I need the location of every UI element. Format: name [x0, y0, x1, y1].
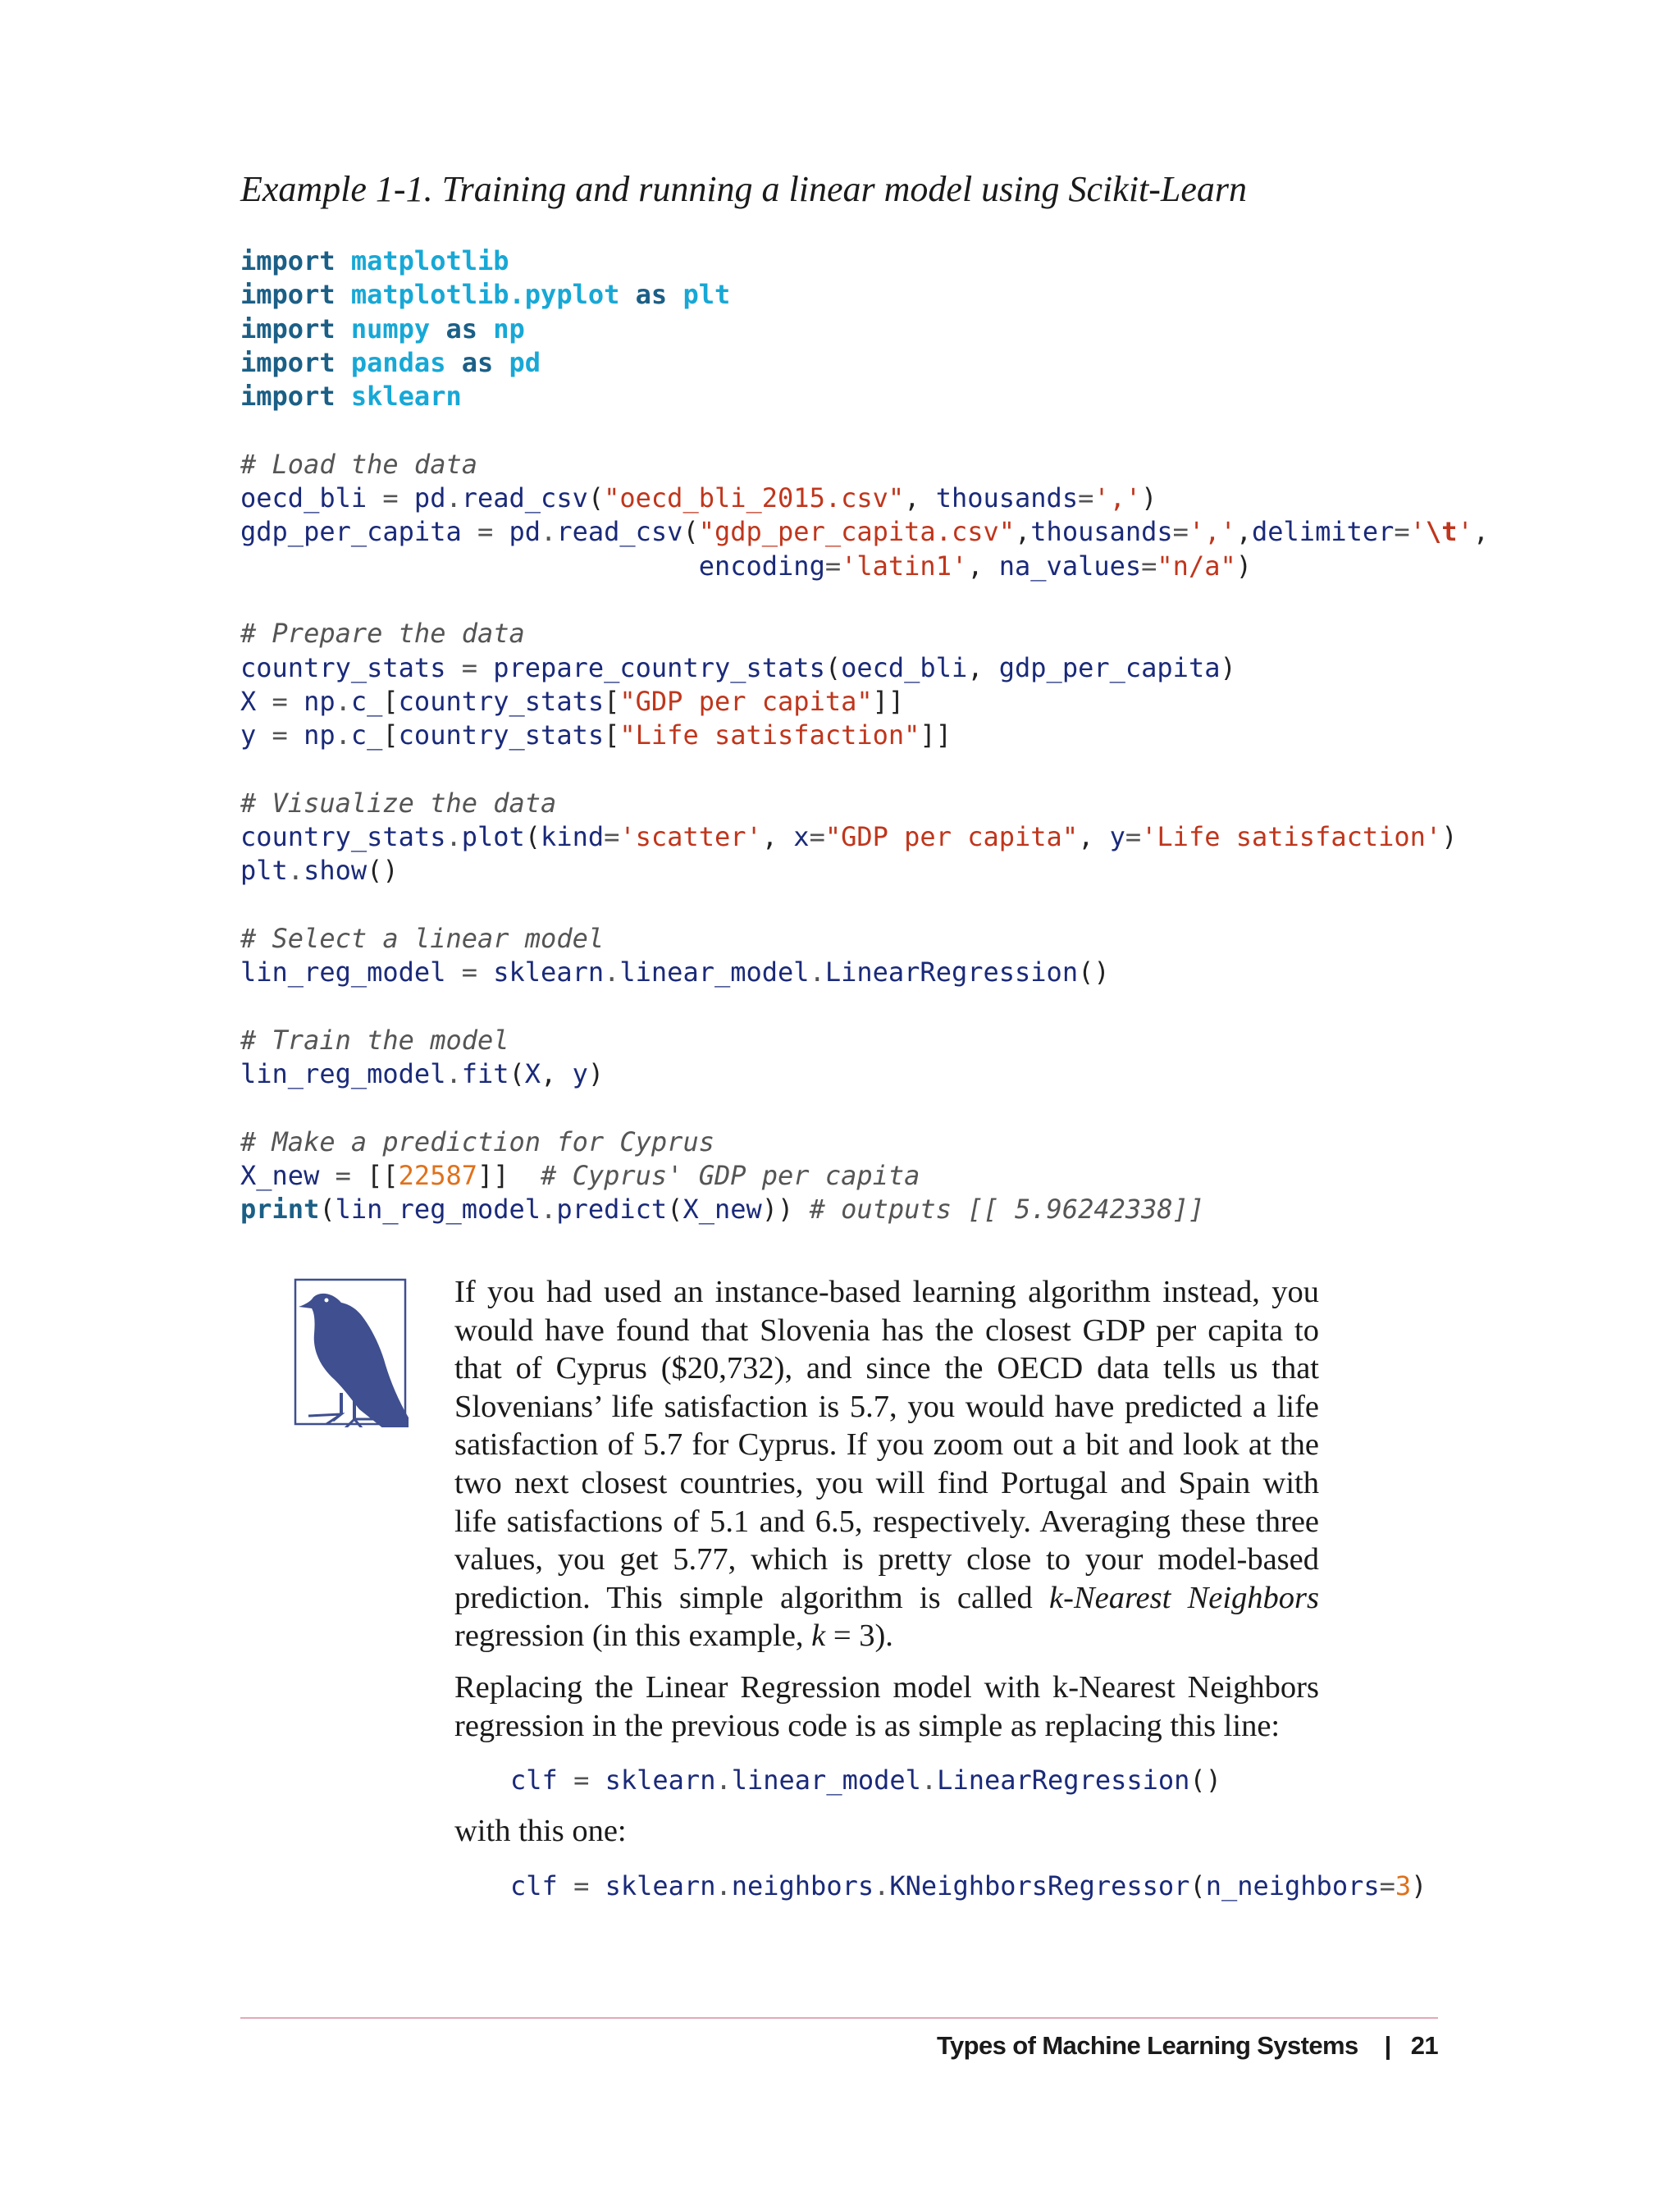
code-line: [240, 550, 1489, 583]
code-token: x: [793, 821, 810, 853]
code-token: ]]: [920, 719, 952, 751]
code-token: numpy: [350, 313, 431, 345]
code-token: ,: [967, 651, 999, 683]
code-token: # Train the model: [240, 1024, 509, 1056]
code-token: =: [1141, 550, 1157, 582]
code-token: =: [1078, 482, 1094, 514]
code-token: =: [1394, 516, 1410, 548]
code-line: [240, 413, 1489, 447]
code-token: =: [445, 956, 494, 988]
code-token: # Load the data: [240, 448, 477, 480]
code-token: .: [809, 956, 825, 988]
code-token: ): [1141, 482, 1157, 514]
code-token: (: [1189, 1869, 1206, 1901]
code-token: ',': [1188, 516, 1236, 548]
code-line: [240, 1024, 1489, 1057]
code-token: y: [572, 1058, 588, 1090]
code-token: na_values: [998, 550, 1142, 582]
code-token: # Cyprus' GDP per capita: [541, 1160, 920, 1192]
code-line: [240, 583, 1489, 617]
code-token: (: [667, 1194, 683, 1226]
code-token: ': [1457, 516, 1473, 548]
code-token: y: [240, 719, 257, 751]
code-token: pd: [509, 346, 541, 378]
code-line: [240, 685, 1489, 719]
code-token: ': [1409, 516, 1426, 548]
code-token: np: [493, 313, 525, 345]
code-token: =: [1172, 516, 1189, 548]
code-token: =: [824, 550, 842, 582]
code-token: [445, 347, 461, 378]
code-token: # Make a prediction for Cyprus: [240, 1125, 714, 1157]
code-token: "oecd_bli_2015.csv": [604, 482, 905, 514]
code-token: ,: [1015, 516, 1031, 548]
note-paragraph-1: If you had used an instance-based learning algorithm instead, you would have found that Slovenia has the closest GDP per capita to that of Cyprus ($20,732), and since the OECD data tells us that Slovenians’ life satisfaction is 5.7, you would have predicted a life satisfaction of 5.7 for Cyprus. If you zoom out a bit and look at the two next closest countries, you will find Portugal and Spain with life satisfactions of 5.1 and 6.5, respectively. Averaging these three values, you get 5.77, which is pretty close to your model-based prediction. This simple algorithm is called k-Nearest Neighbors regression (in this example, k = 3).: [454, 1275, 1319, 1654]
code-token: sklearn: [605, 1869, 716, 1901]
code-token: [509, 1160, 541, 1191]
code-token: .: [445, 821, 462, 853]
code-token: (: [319, 1194, 336, 1226]
code-line: [240, 752, 1489, 786]
code-token: .: [287, 855, 304, 887]
code-line: [240, 651, 1489, 685]
code-token: ]]: [477, 1160, 509, 1192]
inline-code-old: [510, 1761, 1319, 1799]
code-token: delimiter: [1252, 516, 1395, 548]
code-token: =: [604, 821, 620, 853]
code-token: "GDP per capita": [824, 821, 1079, 853]
code-token: import: [240, 381, 336, 413]
code-token: X: [240, 685, 257, 717]
code-line: [240, 922, 1489, 956]
code-token: encoding: [698, 550, 825, 582]
code-token: read_csv: [556, 516, 683, 548]
code-token: as: [445, 313, 477, 345]
code-line: [240, 1159, 1489, 1193]
code-token: sklearn: [605, 1764, 716, 1796]
code-token: [240, 550, 699, 582]
code-token: [493, 347, 509, 378]
code-token: =: [557, 1764, 605, 1796]
inline-code-new: [510, 1867, 1427, 1905]
code-token: [477, 313, 493, 345]
code-token: clf: [510, 1764, 558, 1796]
code-line: [240, 380, 1489, 413]
code-token: )): [761, 1194, 794, 1226]
code-token: =: [1125, 821, 1142, 853]
code-token: 22587: [398, 1160, 477, 1192]
code-token: =: [367, 482, 414, 514]
code-token: ,: [904, 482, 936, 514]
code-token: [793, 1194, 809, 1225]
code-token: # Visualize the data: [240, 787, 557, 819]
code-token: KNeighborsRegressor: [889, 1869, 1190, 1901]
code-token: (: [509, 1058, 525, 1090]
code-token: .: [445, 1058, 462, 1090]
code-line: [240, 820, 1489, 854]
code-token: pd: [413, 482, 446, 514]
code-token: [[: [367, 1160, 399, 1192]
code-line: [240, 515, 1489, 549]
code-token: "GDP per capita": [619, 685, 873, 717]
code-line: [240, 346, 1489, 380]
note-paragraph-3: with this one:: [454, 1814, 627, 1849]
code-token: .: [445, 482, 462, 514]
code-line: [240, 956, 1489, 989]
code-token: ,: [541, 1058, 573, 1090]
code-token: =: [256, 685, 304, 717]
code-token: .: [604, 956, 620, 988]
code-token: clf: [510, 1869, 558, 1901]
code-token: import: [240, 279, 336, 311]
code-token: # Select a linear model: [240, 922, 605, 954]
code-token: [336, 279, 351, 310]
code-token: 'scatter': [619, 821, 762, 853]
code-token: gdp_per_capita: [240, 516, 462, 548]
code-token: # outputs [[ 5.96242338]]: [809, 1194, 1205, 1226]
code-token: np: [304, 685, 336, 717]
code-line: [240, 1125, 1489, 1159]
code-token: (: [587, 482, 605, 514]
code-token: c_: [350, 719, 383, 751]
footer-section-title: Types of Machine Learning Systems: [936, 2031, 1358, 2060]
code-token: 3: [1395, 1869, 1412, 1901]
code-token: LinearRegression: [937, 1764, 1190, 1796]
code-line: [240, 313, 1489, 346]
code-line: [240, 244, 1489, 278]
code-token: plt: [682, 279, 731, 311]
code-token: predict: [556, 1194, 668, 1226]
code-token: y: [1109, 821, 1125, 853]
code-token: read_csv: [461, 482, 588, 514]
code-token: ,: [1078, 821, 1110, 853]
footer-divider: [240, 2017, 1438, 2019]
code-token: ,: [1472, 516, 1489, 548]
code-token: =: [445, 651, 494, 683]
code-token: fit: [461, 1058, 509, 1090]
code-token: \t: [1425, 516, 1458, 548]
code-token: (: [824, 651, 842, 683]
code-line: [240, 990, 1489, 1024]
code-line: [240, 1057, 1489, 1091]
footer-separator: |: [1384, 2031, 1391, 2060]
code-token: ): [1235, 550, 1252, 582]
code-token: [: [382, 719, 399, 751]
code-token: oecd_bli: [240, 482, 368, 514]
code-token: [336, 381, 351, 412]
code-token: lin_reg_model: [335, 1194, 541, 1226]
code-token: linear_model: [619, 956, 810, 988]
code-token: X_new: [240, 1160, 320, 1192]
code-token: n_neighbors: [1205, 1869, 1380, 1901]
code-token: "n/a": [1157, 550, 1236, 582]
note-paragraph-2: Replacing the Linear Regression model with k-Nearest Neighbors regression in the previous code is as simple as replacing this line:: [454, 1669, 1319, 1743]
code-token: ,: [761, 821, 794, 853]
code-token: ): [1411, 1869, 1427, 1901]
code-token: [: [604, 685, 620, 717]
code-token: .: [920, 1764, 938, 1796]
code-line: [240, 854, 1489, 888]
code-token: =: [256, 719, 304, 751]
code-line: [240, 617, 1489, 651]
raven-icon: [294, 1278, 409, 1427]
code-token: .: [541, 1194, 557, 1226]
code-token: country_stats: [398, 719, 605, 751]
code-token: X: [524, 1058, 541, 1090]
code-token: (): [1078, 956, 1110, 988]
code-token: thousands: [1030, 516, 1173, 548]
code-token: matplotlib.pyplot: [350, 279, 620, 311]
code-listing: [240, 244, 1489, 1227]
running-footer: [937, 2031, 1438, 2061]
code-token: =: [809, 821, 825, 853]
code-token: [: [604, 719, 620, 751]
code-line: [240, 787, 1489, 820]
code-token: "gdp_per_capita.csv": [698, 516, 1016, 548]
code-token: .: [715, 1869, 732, 1901]
code-token: .: [541, 516, 557, 548]
code-line: [240, 448, 1489, 482]
code-token: 'latin1': [841, 550, 968, 582]
code-token: pandas: [350, 346, 446, 378]
code-token: country_stats: [240, 651, 446, 683]
code-token: [667, 279, 682, 310]
code-token: [619, 279, 635, 310]
code-token: 'Life satisfaction': [1141, 821, 1442, 853]
code-token: ): [587, 1058, 605, 1090]
code-token: as: [461, 346, 494, 378]
code-line: [240, 888, 1489, 922]
code-token: # Prepare the data: [240, 618, 525, 650]
code-token: as: [635, 279, 668, 311]
code-token: ): [1441, 821, 1458, 853]
code-token: LinearRegression: [824, 956, 1079, 988]
code-token: thousands: [935, 482, 1079, 514]
code-token: [336, 313, 351, 345]
code-token: ',': [1093, 482, 1142, 514]
code-token: prepare_country_stats: [493, 651, 825, 683]
code-line: [240, 278, 1489, 312]
code-token: .: [335, 719, 351, 751]
code-token: =: [557, 1869, 605, 1901]
code-token: .: [335, 685, 351, 717]
code-token: ,: [967, 550, 999, 582]
code-token: =: [461, 516, 509, 548]
code-token: ]]: [872, 685, 905, 717]
code-token: import: [240, 346, 336, 378]
code-token: lin_reg_model: [240, 1058, 446, 1090]
code-token: "Life satisfaction": [619, 719, 920, 751]
code-token: plt: [240, 855, 288, 887]
code-line: [240, 1193, 1489, 1226]
code-line: [240, 482, 1489, 515]
code-line: [240, 719, 1489, 752]
code-line: [240, 1091, 1489, 1125]
code-token: import: [240, 245, 336, 276]
code-token: plot: [461, 821, 525, 853]
note-body: [454, 1273, 1427, 1918]
code-token: =: [1379, 1869, 1395, 1901]
code-token: np: [304, 719, 336, 751]
code-token: X_new: [682, 1194, 762, 1226]
code-token: .: [874, 1869, 890, 1901]
code-token: c_: [350, 685, 383, 717]
example-title: Example 1-1. Training and running a linear model using Scikit-Learn: [240, 169, 1248, 209]
code-token: linear_model: [731, 1764, 921, 1796]
code-token: show: [304, 855, 368, 887]
page-number: 21: [1410, 2031, 1438, 2060]
code-token: [: [382, 685, 399, 717]
code-token: (): [367, 855, 399, 887]
code-token: kind: [541, 821, 605, 853]
code-token: pd: [509, 516, 541, 548]
code-token: lin_reg_model: [240, 956, 446, 988]
code-token: oecd_bli: [841, 651, 968, 683]
code-token: sklearn: [493, 956, 605, 988]
code-token: (: [682, 516, 699, 548]
code-token: gdp_per_capita: [998, 651, 1221, 683]
code-token: neighbors: [731, 1869, 874, 1901]
code-token: country_stats: [398, 685, 605, 717]
code-token: ): [1220, 651, 1236, 683]
code-token: ,: [1235, 516, 1252, 548]
code-token: [430, 313, 445, 345]
code-token: matplotlib: [350, 245, 509, 276]
code-token: sklearn: [350, 381, 462, 413]
code-token: [336, 347, 351, 378]
code-token: print: [240, 1194, 320, 1226]
code-token: (): [1189, 1764, 1221, 1796]
code-token: [336, 245, 351, 276]
code-token: import: [240, 313, 336, 345]
code-token: =: [319, 1160, 368, 1192]
code-token: .: [715, 1764, 732, 1796]
code-token: (: [524, 821, 541, 853]
code-token: country_stats: [240, 821, 446, 853]
